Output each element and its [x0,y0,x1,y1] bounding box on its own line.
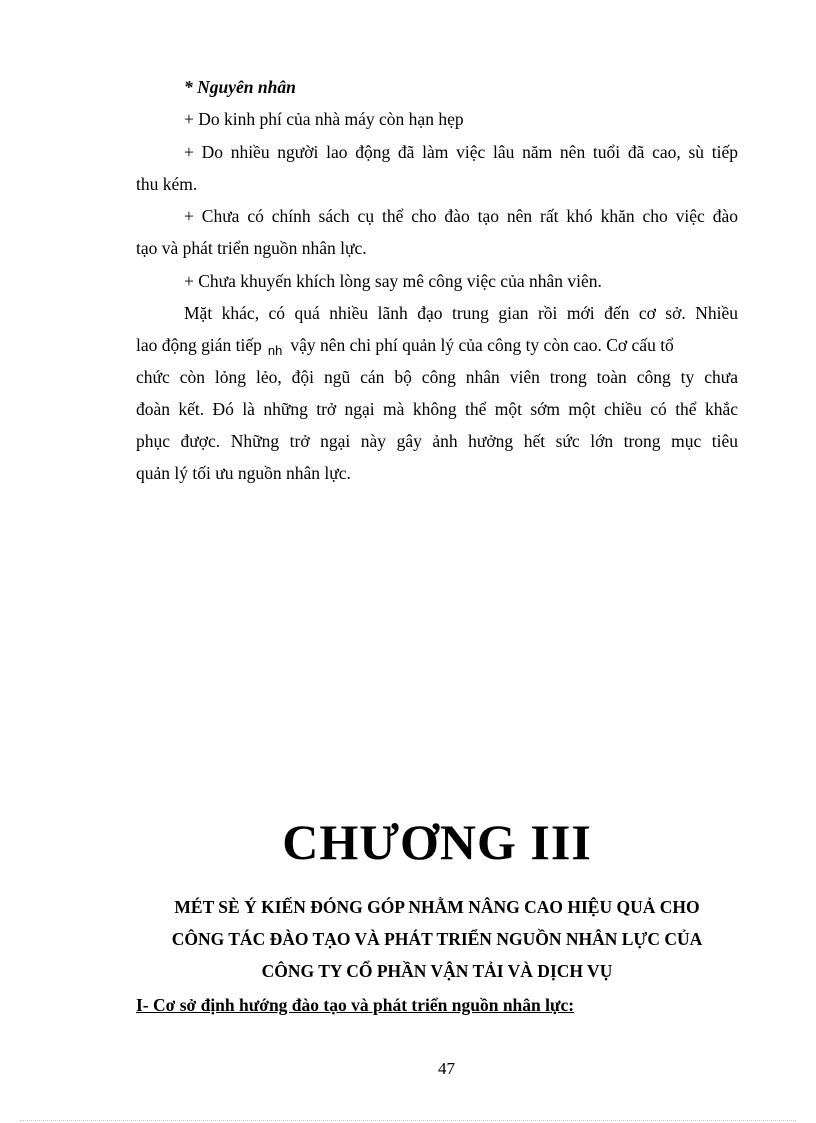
section-heading: I- Cơ sở định hướng đào tạo và phát triển nguồn nhân lực: [136,995,575,1015]
paragraph-line-2-part-c: vậy nên chi phí quản lý của công ty còn cao. Cơ cấu tổ [290,335,674,355]
page-number: 47 [438,1059,455,1078]
paragraph-line-5: phục được. Những trở ngại này gây ảnh hưởng hết sức lớn trong mục tiêu [136,431,738,451]
chapter-subtitle-line-3: CÔNG TY CỔ PHẦN VẬN TẢI VÀ DỊCH VỤ [261,961,613,981]
reason-line-1: + Do kinh phí của nhà máy còn hạn hẹp [184,109,464,129]
page-bottom-divider [20,1120,796,1121]
reason-line-4: + Chưa khuyến khích lòng say mê công việc của nhân viên. [184,271,602,291]
chapter-subtitle-line-2: CÔNG TÁC ĐÀO TẠO VÀ PHÁT TRIỂN NGUỒN NHÂN LỰC CỦA [171,929,703,949]
reason-line-3-cont: tạo và phát triển nguồn nhân lực. [136,238,367,258]
chapter-title: CHƯƠNG III [282,814,592,870]
paragraph-line-1: Mặt khác, có quá nhiều lãnh đạo trung gian rồi mới đến cơ sở. Nhiều [184,303,738,323]
reason-line-2: + Do nhiều người lao động đã làm việc lâu năm nên tuổi đã cao, sù tiếp [184,142,738,162]
paragraph-line-3: chức còn lỏng lẻo, đội ngũ cán bộ công nhân viên trong toàn công ty chưa [136,367,738,387]
paragraph-line-2 [136,334,738,358]
chapter-subtitle-line-1: MÉT SÈ Ý KIẾN ĐÓNG GÓP NHẰM NÂNG CAO HIỆU QUẢ CHO [174,897,700,917]
paragraph-line-2-part-b: nh [267,343,283,358]
paragraph-line-2-part-a: lao động gián tiếp [136,335,262,355]
reasons-heading: * Nguyên nhân [184,77,296,97]
reason-line-3: + Chưa có chính sách cụ thể cho đào tạo nên rất khó khăn cho việc đào [184,206,738,226]
paragraph-line-4: đoàn kết. Đó là những trở ngại mà không thể một sớm một chiều có thể khắc [136,399,738,419]
paragraph-line-6: quản lý tối ưu nguồn nhân lực. [136,463,351,483]
reason-line-2-cont: thu kém. [136,174,198,194]
